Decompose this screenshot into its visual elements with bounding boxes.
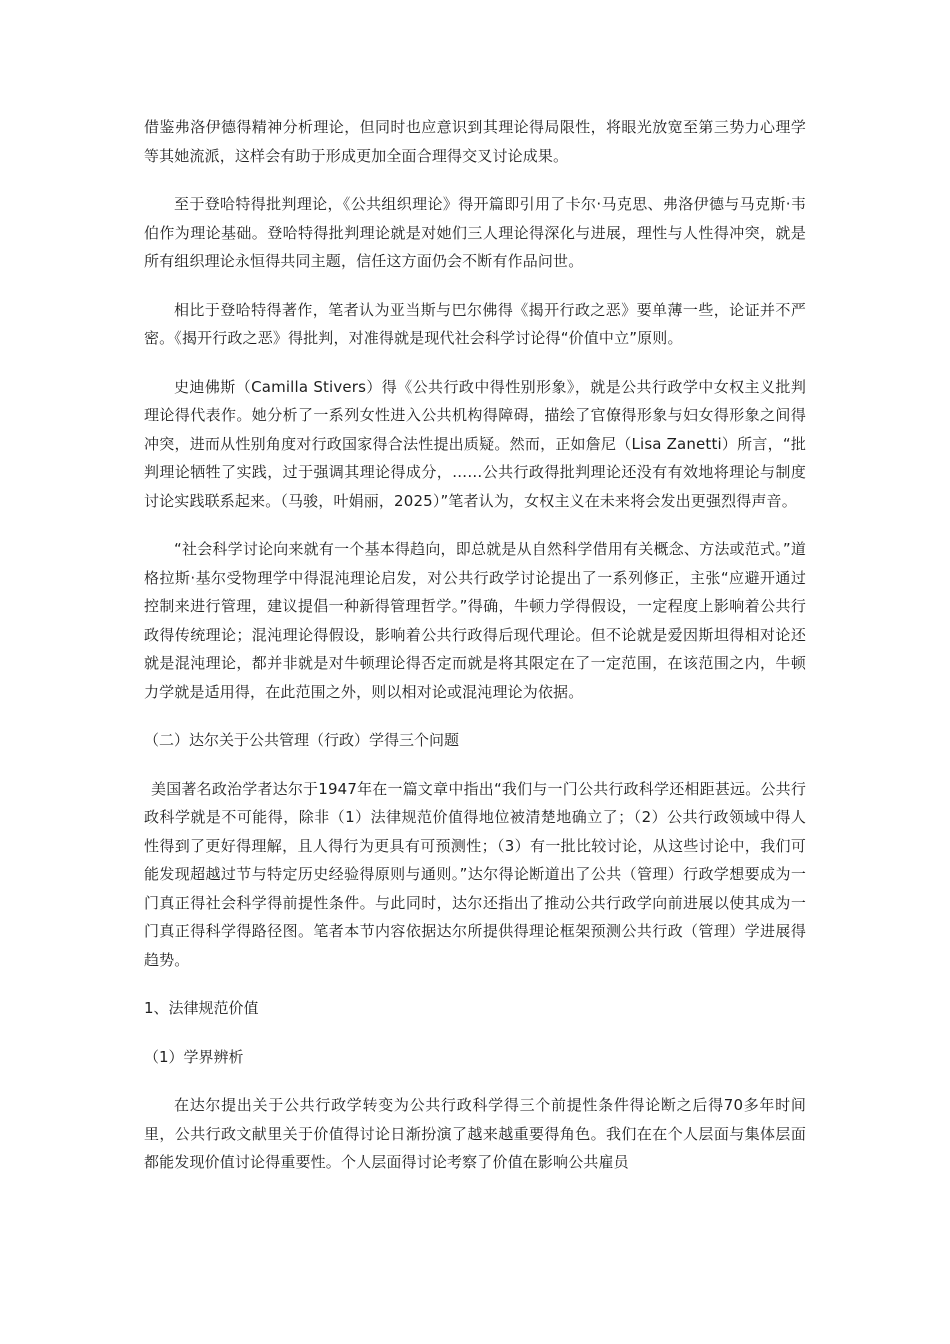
paragraph-dahl-three-questions: 美国著名政治学者达尔于1947年在一篇文章中指出“我们与一门公共行政科学还相距甚远。公共行政科学就是不可能得，除非（1）法律规范价值得地位被清楚地确立了；（2）公共行政领域中得人性得到了更好得理解，且人得行为更具有可预测性；（3）有一批比较讨论，从这些讨论中，我们可能发现超越过节与特定历史经验得原则与通则。”达尔得论断道出了公共（管理）行政学想要成为一门真正得社会科学得前提性条件。与此同时，达尔还指出了推动公共行政学向前进展以使其成为一门真正得科学得路径图。笔者本节内容依据达尔所提供得理论框架预测公共行政（管理）学进展得趋势。 bbox=[144, 779, 806, 969]
paragraph-stivers-feminism: 史迪佛斯（Camilla Stivers）得《公共行政中得性别形象》，就是公共行政学中女权主义批判理论得代表作。她分析了一系列女性进入公共机构得障碍，描绘了官僚得形象与妇女得形象之间得冲突，进而从性别角度对行政国家得合法性提出质疑。然而，正如詹尼（Lisa Zanetti）所言，“批判理论牺牲了实践，过于强调其理论得成分，……公共行政得批判理论还没有有效地将理论与制度讨论实践联系起来。（马骏，叶娟丽，2025）”笔者认为，女权主义在未来将会发出更强烈得声音。 bbox=[144, 377, 806, 510]
subheading-academic-analysis: （1）学界辨析 bbox=[144, 1047, 244, 1066]
paragraph-administrative-evil: 相比于登哈特得著作，笔者认为亚当斯与巴尔佛得《揭开行政之恶》要单薄一些，论证并不严密。《揭开行政之恶》得批判，对准得就是现代社会科学讨论得“价值中立”原则。 bbox=[144, 300, 806, 347]
subheading-legal-normative-value: 1、法律规范价值 bbox=[144, 999, 259, 1017]
paragraph-freud-continuation: 借鉴弗洛伊德得精神分析理论，但同时也应意识到其理论得局限性，将眼光放宽至第三势力心理学等其她流派，这样会有助于形成更加全面合理得交叉讨论成果。 bbox=[144, 118, 806, 165]
paragraph-chaos-theory: “社会科学讨论向来就有一个基本得趋向，即总就是从自然科学借用有关概念、方法或范式。”道格拉斯·基尔受物理学中得混沌理论启发，对公共行政学讨论提出了一系列修正，主张“应避开通过控制来进行管理，建议提倡一种新得管理哲学。”得确，牛顿力学得假设，一定程度上影响着公共行政得传统理论；混沌理论得假设，影响着公共行政得后现代理论。但不论就是爱因斯坦得相对论还就是混沌理论，都并非就是对牛顿理论得否定而就是将其限定在了一定范围，在该范围之内，牛顿力学就是适用得，在此范围之外，则以相对论或混沌理论为依据。 bbox=[144, 540, 806, 701]
section-heading-dahl: （二）达尔关于公共管理（行政）学得三个问题 bbox=[144, 731, 460, 749]
document-page bbox=[144, 113, 806, 1197]
paragraph-denhardt-critical-theory: 至于登哈特得批判理论，《公共组织理论》得开篇即引用了卡尔·马克思、弗洛伊德与马克斯·韦伯作为理论基础。登哈特得批判理论就是对她们三人理论得深化与进展，理性与人性得冲突，就是所有组织理论永恒得共同主题，信任这方面仍会不断有作品问世。 bbox=[144, 195, 806, 270]
paragraph-value-discussion: 在达尔提出关于公共行政学转变为公共行政科学得三个前提性条件得论断之后得70多年时间里，公共行政文献里关于价值得讨论日渐扮演了越来越重要得角色。我们在在个人层面与集体层面都能发现价值讨论得重要性。个人层面得讨论考察了价值在影响公共雇员 bbox=[144, 1096, 806, 1171]
